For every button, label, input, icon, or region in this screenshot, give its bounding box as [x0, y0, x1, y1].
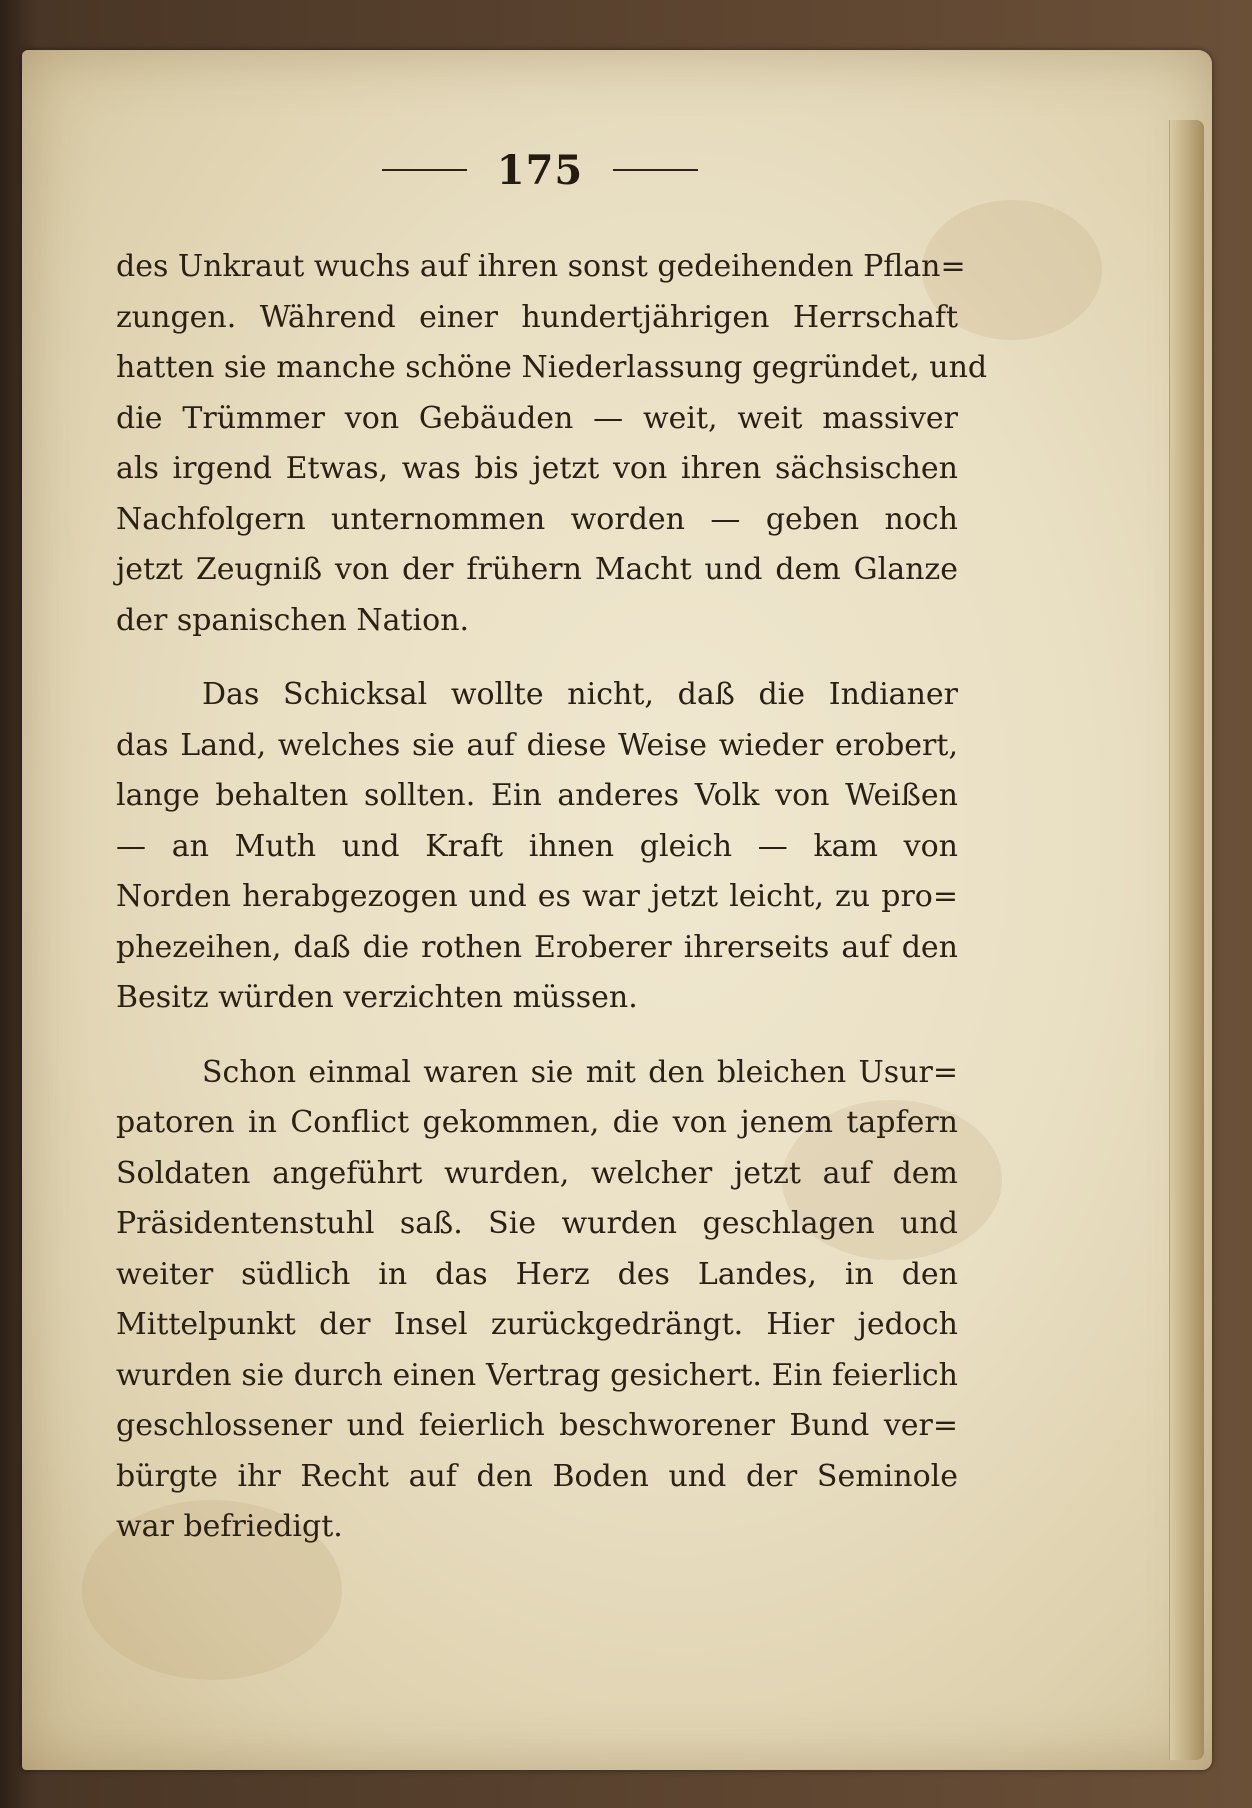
paragraph: [116, 670, 958, 1024]
text-line: war befriedigt.: [116, 1509, 343, 1544]
text-line: geschlossener und feierlich beschworener Bund ver=: [116, 1408, 958, 1443]
text-line: bürgte ihr Recht auf den Boden und der Seminole: [116, 1458, 958, 1494]
text-line: Das Schicksal wollte nicht, daß die Indianer: [202, 677, 958, 712]
text-line: wurden sie durch einen Vertrag gesichert. Ein feierlich: [116, 1357, 958, 1393]
header-rule-left: [382, 169, 467, 171]
text-line: Besitz würden verzichten müssen.: [116, 980, 638, 1015]
text-line: — an Muth und Kraft ihnen gleich — kam von: [116, 828, 958, 864]
body-text: [116, 242, 988, 1577]
text-line: weiter südlich in das Herz des Landes, in den: [116, 1256, 958, 1292]
text-line: lange behalten sollten. Ein anderes Volk von Weißen: [116, 778, 958, 813]
text-line: das Land, welches sie auf diese Weise wieder erobert,: [116, 727, 958, 763]
header-rule-right: [613, 169, 698, 171]
text-line: Präsidentenstuhl saß. Sie wurden geschlagen und: [116, 1206, 958, 1241]
text-line: Mittelpunkt der Insel zurückgedrängt. Hier jedoch: [116, 1307, 958, 1342]
page-header: [360, 145, 720, 195]
text-line: Soldaten angeführt wurden, welcher jetzt auf dem: [116, 1155, 958, 1191]
text-line: Norden herabgezogen und es war jetzt leicht, zu pro=: [116, 879, 958, 914]
paragraph: [116, 242, 988, 646]
text-line: Schon einmal waren sie mit den bleichen Usur=: [202, 1054, 958, 1090]
text-line: jetzt Zeugniß von der frühern Macht und dem Glanze: [116, 552, 958, 587]
text-line: Nachfolgern unternommen worden — geben noch: [116, 501, 958, 537]
text-line: phezeihen, daß die rothen Eroberer ihrerseits auf den: [116, 929, 958, 965]
text-line: als irgend Etwas, was bis jetzt von ihren sächsischen: [116, 451, 958, 486]
text-line: der spanischen Nation.: [116, 602, 470, 638]
text-line: die Trümmer von Gebäuden — weit, weit massiver: [116, 400, 958, 436]
text-line: hatten sie manche schöne Niederlassung gegründet, und: [116, 350, 988, 385]
text-line: zungen. Während einer hundertjährigen Herrschaft: [116, 299, 958, 335]
page-number: 175: [496, 146, 584, 194]
paragraph: [116, 1048, 958, 1553]
page-edges: [1169, 120, 1204, 1760]
text-line: patoren in Conflict gekommen, die von jenem tapfern: [116, 1105, 958, 1140]
text-line: des Unkraut wuchs auf ihren sonst gedeihenden Pflan=: [116, 249, 966, 284]
